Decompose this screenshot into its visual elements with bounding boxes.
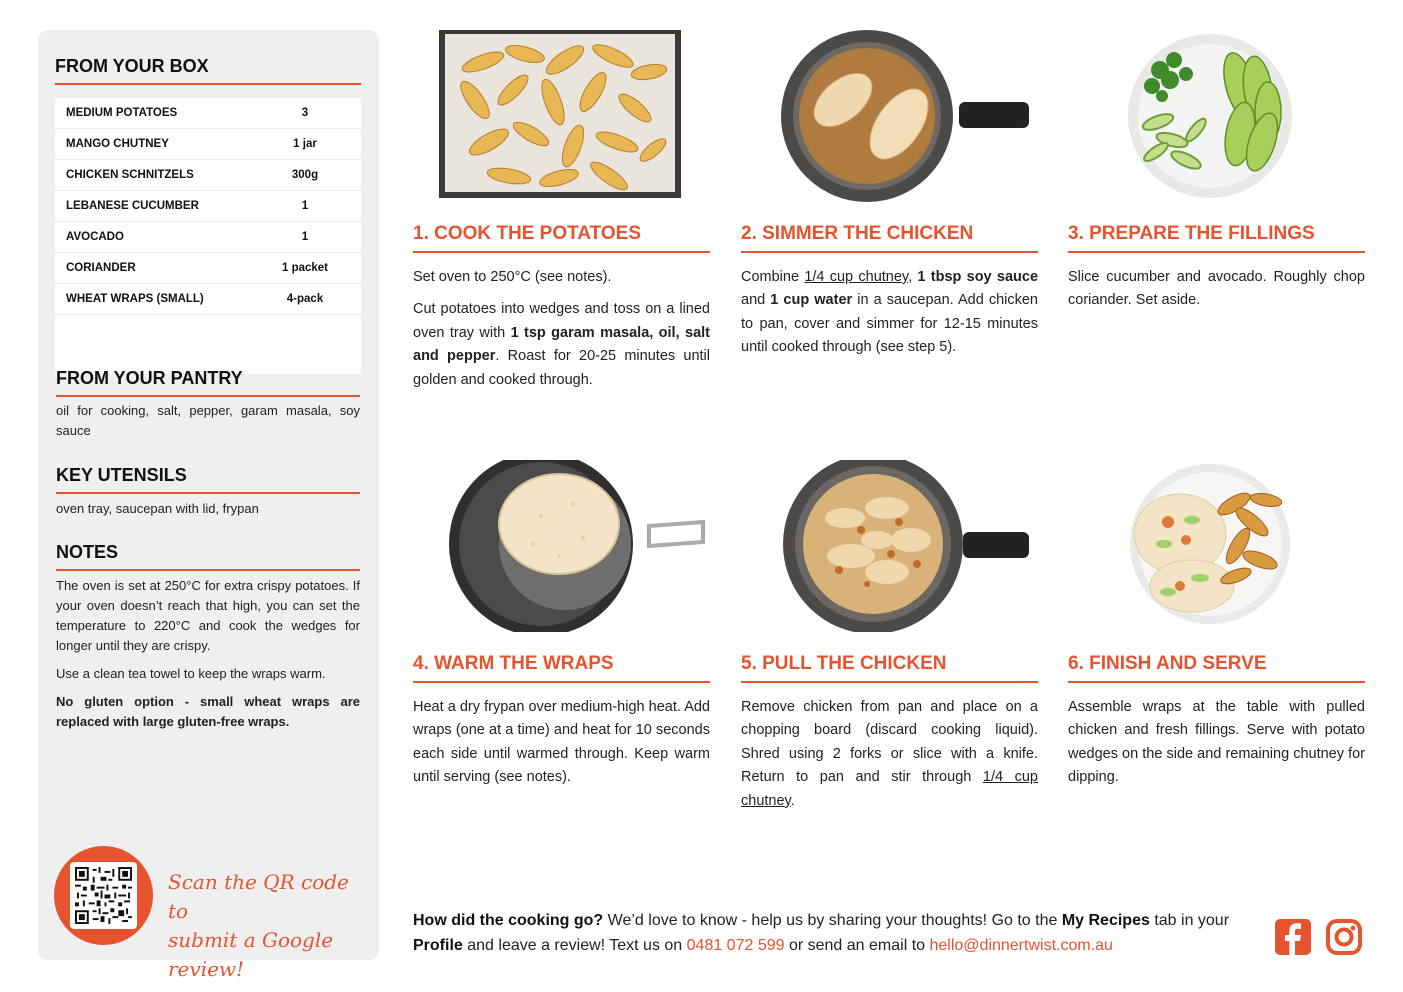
notes-heading: NOTES [56,542,360,571]
step-title: 3. PREPARE THE FILLINGS [1068,223,1365,253]
step-text: . Roast for 20-25 minutes until golden and cooked through. [413,348,710,388]
ingredient-qty: 4-pack [286,293,324,305]
step-paragraph: Heat a dry frypan over medium-high heat. Add wraps (one at a time) and heat for 10 seconds each side until warmed through. Keep warm until serving (see notes). [413,699,710,786]
pantry-text: oil for cooking, salt, pepper, garam masala, soy sauce [56,403,360,438]
table-row [55,160,361,191]
facebook-icon[interactable] [1274,918,1312,956]
table-row [55,253,361,284]
finished-wraps-photo [1068,460,1365,632]
ingredient-name: MEDIUM POTATOES [66,107,178,119]
table-row [55,129,361,160]
step-text: Remove chicken from pan and place on a chopping board (discard cooking liquid). Shred using 2 forks or slice with a knife. Return to pan and stir through [741,699,1038,786]
notes-text [56,576,360,740]
ingredient-name: MANGO CHUTNEY [66,138,169,150]
step-paragraph: Assemble wraps at the table with pulled chicken and fresh fillings. Serve with potato wedges on the side and remaining chutney for dipping. [1068,699,1365,786]
phone-link[interactable]: 0481 072 599 [686,937,785,954]
profile-label: Profile [413,937,463,954]
step-paragraph [413,298,710,392]
ingredient-name: WHEAT WRAPS (SMALL) [66,293,204,305]
step-text-underlined: 1/4 cup chutney [741,769,1038,809]
qr-text-line: Scan the QR code to [168,870,349,923]
step-title: 1. COOK THE POTATOES [413,223,710,253]
ingredient-qty: 1 [301,200,309,212]
step-text-bold: 1 cup water [770,292,853,309]
table-row [55,191,361,222]
pulled-chicken-photo [741,460,1038,632]
step-body [1068,266,1365,322]
step-paragraph [741,266,1038,360]
warming-wraps-photo [413,460,710,632]
step-paragraph: Set oven to 250°C (see notes). [413,269,612,285]
step-text: , [908,269,918,285]
step-body [413,266,710,401]
footer-text: and leave a review! Text us on [462,937,687,954]
note-paragraph: No gluten option - small wheat wraps are replaced with large gluten-free wraps. [56,694,360,729]
footer-text: We’d love to know - help us by sharing your thoughts! Go to the [603,912,1062,929]
ingredient-qty: 1 [301,231,309,243]
from-your-box-heading: FROM YOUR BOX [55,56,361,85]
step-body [741,696,1038,822]
table-row [55,98,361,129]
step-body [1068,696,1365,799]
qr-review-text [168,868,368,984]
step-text-underlined: 1/4 cup chutney [804,269,909,285]
ingredient-name: LEBANESE CUCUMBER [66,200,199,212]
qr-text-line: submit a Google review! [168,928,334,981]
ingredient-qty: 300g [291,169,319,181]
qr-code-icon[interactable] [70,862,137,929]
table-row [55,284,361,315]
ingredient-qty: 1 jar [293,138,317,150]
step-text-bold: 1 tbsp soy sauce [917,269,1039,285]
step-text: . [790,792,795,809]
step-text: in a saucepan. Add chicken to pan, cover and simmer for 12-15 minutes until cooked through (see step 5). [741,292,1038,356]
instagram-icon[interactable] [1325,918,1363,956]
ingredient-name: AVOCADO [66,231,124,243]
footer-question: How did the cooking go? [413,912,604,929]
step-title: 5. PULL THE CHICKEN [741,653,1038,683]
ingredient-qty: 1 packet [281,262,329,274]
step-body [741,266,1038,369]
footer-text: or send an email to [784,937,930,954]
ingredient-name: CORIANDER [66,262,136,274]
step-body [413,696,710,799]
ingredients-sidebar [38,30,379,981]
step-text: Combine [741,269,805,285]
ingredient-name: CHICKEN SCHNITZELS [66,169,194,181]
footer-text: tab in your [1149,912,1230,929]
step-text: and [741,292,771,309]
ingredient-qty: 3 [301,107,309,119]
box-ingredients-table [55,98,361,374]
review-footer [413,908,1263,958]
key-utensils-heading: KEY UTENSILS [56,465,360,494]
step-title: 6. FINISH AND SERVE [1068,653,1365,683]
note-paragraph: The oven is set at 250°C for extra crispy potatoes. If your oven doesn’t reach that high, you can set the temperature to 220°C and cook the wedges for longer until they are crispy. [56,578,360,653]
utensils-text: oven tray, saucepan with lid, frypan [56,501,259,516]
qr-code-badge[interactable] [54,846,153,945]
step-paragraph [741,696,1038,813]
from-your-pantry-heading: FROM YOUR PANTRY [56,368,360,397]
email-link[interactable]: hello@dinnertwist.com.au [929,937,1113,954]
note-paragraph: Use a clean tea towel to keep the wraps warm. [56,666,326,681]
step-title: 2. SIMMER THE CHICKEN [741,223,1038,253]
prepared-fillings-photo [1068,30,1365,202]
my-recipes-label: My Recipes [1061,912,1150,929]
step-paragraph: Slice cucumber and avocado. Roughly chop coriander. Set aside. [1068,269,1365,309]
table-row [55,222,361,253]
step-text-bold: 1 tsp garam masala, oil, salt and pepper [413,324,710,365]
step-title: 4. WARM THE WRAPS [413,653,710,683]
simmering-chicken-photo [741,30,1038,202]
step-text: Cut potatoes into wedges and toss on a lined oven tray with [413,301,710,341]
roasted-potatoes-photo [413,30,710,202]
